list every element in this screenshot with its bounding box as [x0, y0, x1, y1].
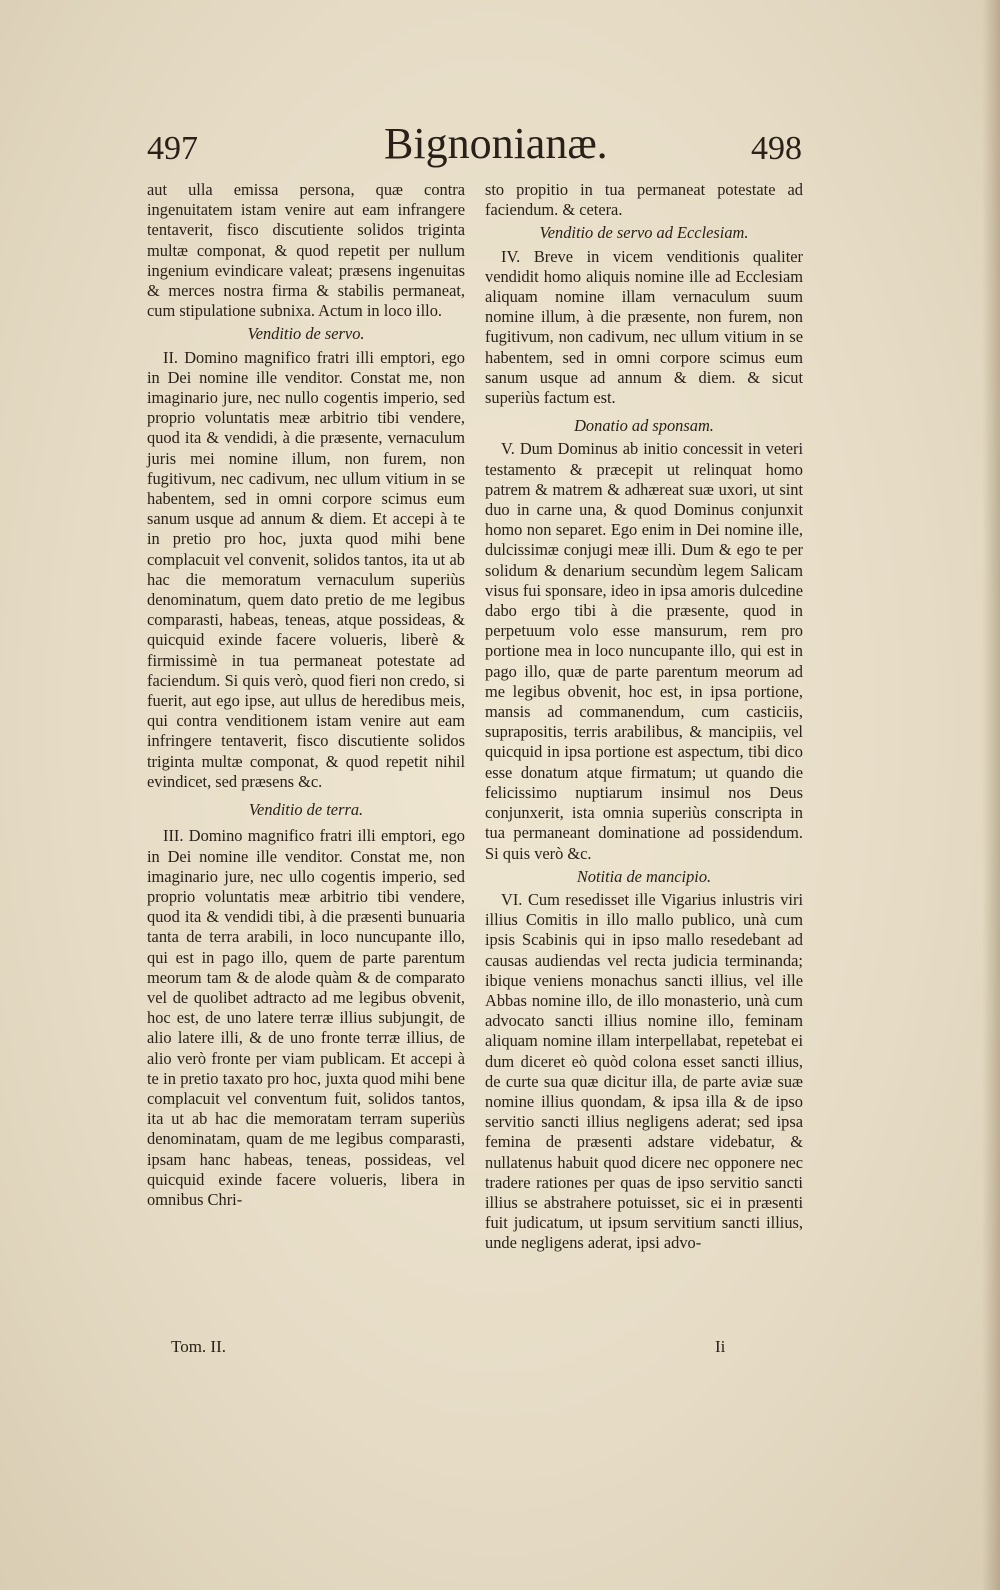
paragraph: V. Dum Dominus ab initio concessit in veteri testamento & præcepit ut relinquat homo patrem & matrem & adhæreat suæ uxori, ut sint duo in carne una, & quod Dominus conjunxit homo non separet. Ego enim in Dei nomine ille, dulcissimæ conjugi meæ illi. Dum & ego te per solidum & denarium secundùm legem Salicam visus fui sponsare, ideo in ipsa amoris dulcedine dabo ergo tibi à die præsente, quod in perpetuum volo esse mansurum, rem pro portione mea in loco nuncupante illo, qui est in pago illo, quæ de parte parentum meorum ad me legibus obvenit, hoc est, in ipsa portione, mansis ad commanendum, cum casticiis, suprapositis, terris arabilibus, & mancipiis, vel quicquid in ipsa portione est aspectum, tibi dico esse donatum atque firmatum; ut quando die felicissimo nuptiarum insimul nos Deus conjunxerit, ista omnia superiùs conscripta in tua permaneant dominatione ad possidendum. Si quis verò &c.	[485, 439, 803, 863]
paragraph: VI. Cum resedisset ille Vigarius inlustris viri illius Comitis in illo mallo publico, unà cum ipsis Scabinis qui in ipso mallo resedebant ad causas audiendas vel recta judicia terminanda; ibique veniens monachus sancti illius, vel ille Abbas nomine illo, de illo monasterio, unà cum advocato sancti illius nomine illo, feminam aliquam nomine illam interpellabat, repetebat ei dum diceret eò quòd colona esset sancti illius, de curte sua quæ dicitur illa, de parte aviæ suæ nomine illius quondam, & ipsa illa & de ipso servitio sancti illius negligens aderat; sed ipsa femina de præsenti adstare videbatur, & nullatenus habuit quod dicere nec opponere nec tradere rationes per quas de ipso servitio sancti illius se abstrahere potuisset, sic ei in præsenti fuit judicatum, ut ipsum servitium sancti illius, unde negligens aderat, ipsi advo-	[485, 889, 803, 1253]
section-heading: Donatio ad sponsam.	[574, 416, 714, 436]
running-header	[147, 118, 802, 178]
gathering-signature: Ii	[715, 1337, 726, 1356]
left-column	[147, 180, 465, 1210]
page-edge-shadow	[982, 0, 1000, 1590]
volume-signature: Tom. II.	[171, 1337, 226, 1356]
paragraph: IV. Breve in vicem venditionis qualiter vendidit homo aliquis nomine ille ad Ecclesiam aliquam nomine illam vernaculum suum nomine illum, à die præsente, non furem, non fugitivum, non cadivum, nec ullum vitium in se habentem, sed in omni corpore scimus eum sanum usque ad annum & diem. & sicut superiùs factum est.	[485, 246, 803, 408]
section-heading: Venditio de terra.	[248, 800, 364, 820]
paragraph-continuation: sto propitio in tua permaneat potestate ad faciendum. & cetera.	[485, 180, 803, 220]
paragraph: II. Domino magnifico fratri illi emptori, ego in Dei nomine ille venditor. Constat me, non imaginario jure, nec nullo cogentis imperio, sed proprio voluntatis meæ arbitrio tibi vendere, quod ita & vendidi, à die præsente, vernaculum juris mei nomine illum, non furem, non fugitivum, nec cadivum, nec ullum vitium in se habentem, sed in omni corpore scimus eum sanum usque ad annum & diem. Et accepi à te in pretio pro hoc, juxta quod mihi bene complacuit vel convenit, solidos tantos, ita ut ab hac die memoratum vernaculum superiùs denominatum, quem dato pretio de me legibus comparasti, habeas, teneas, atque possideas, & quicquid exinde facere volueris, liberè & firmissimè in tua permaneat potestate ad faciendum. Si quis verò, quod fieri non credo, si fuerit, aut ego ipse, aut ullus de heredibus meis, qui contra venditionem istam venire aut eam infringere tentaverit, fisco discutiente solidos triginta multæ componat, & quod repetit nihil evindicet, sed præsens &c.	[147, 347, 465, 791]
running-title: Bignonianæ.	[384, 119, 608, 168]
page-number-left: 497	[147, 130, 198, 167]
section-heading: Venditio de servo ad Ecclesiam.	[539, 223, 749, 243]
section-heading: Venditio de servo.	[247, 324, 365, 344]
paragraph: III. Domino magnifico fratri illi emptori, ego in Dei nomine ille venditor. Constat me, non imaginario jure, nec ullo cogentis imperio, sed proprio voluntatis meæ arbitrio tibi vendere, quod ita & vendidi tibi, à die præsenti bunuaria tanta de terra arabili, in loco nuncupante illo, qui est in pago illo, quem de parte parentum meorum tam & de alode quàm & de comparato vel de quolibet adtracto ad me legibus obvenit, hoc est, de uno latere terræ illius subjungit, de alio latere illi, & de uno fronte terræ illius, de alio verò fronte per viam publicam. Et accepi à te in pretio taxato pro hoc, juxta quod mihi bene complacuit vel conventum fuit, solidos tantos, ita ut ab hac die memoratam terram superiùs denominatam, quam de me legibus comparasti, ipsam hanc habeas, teneas, possideas, vel quicquid exinde facere volueris, libera in omnibus Chri-	[147, 826, 465, 1209]
section-heading: Notitia de mancipio.	[576, 866, 712, 886]
paragraph-continuation: aut ulla emissa persona, quæ contra ingenuitatem istam venire aut eam infrangere tentaverit, fisco discutiente solidos triginta multæ componat, & quod repetit per nullum ingenium evindicare valeat; præsens ingenuitas & merces nostra firma & stabilis permaneat, cum stipulatione subnixa. Actum in loco illo.	[147, 180, 465, 321]
page-number-right: 498	[751, 130, 802, 167]
right-column	[485, 180, 803, 1254]
